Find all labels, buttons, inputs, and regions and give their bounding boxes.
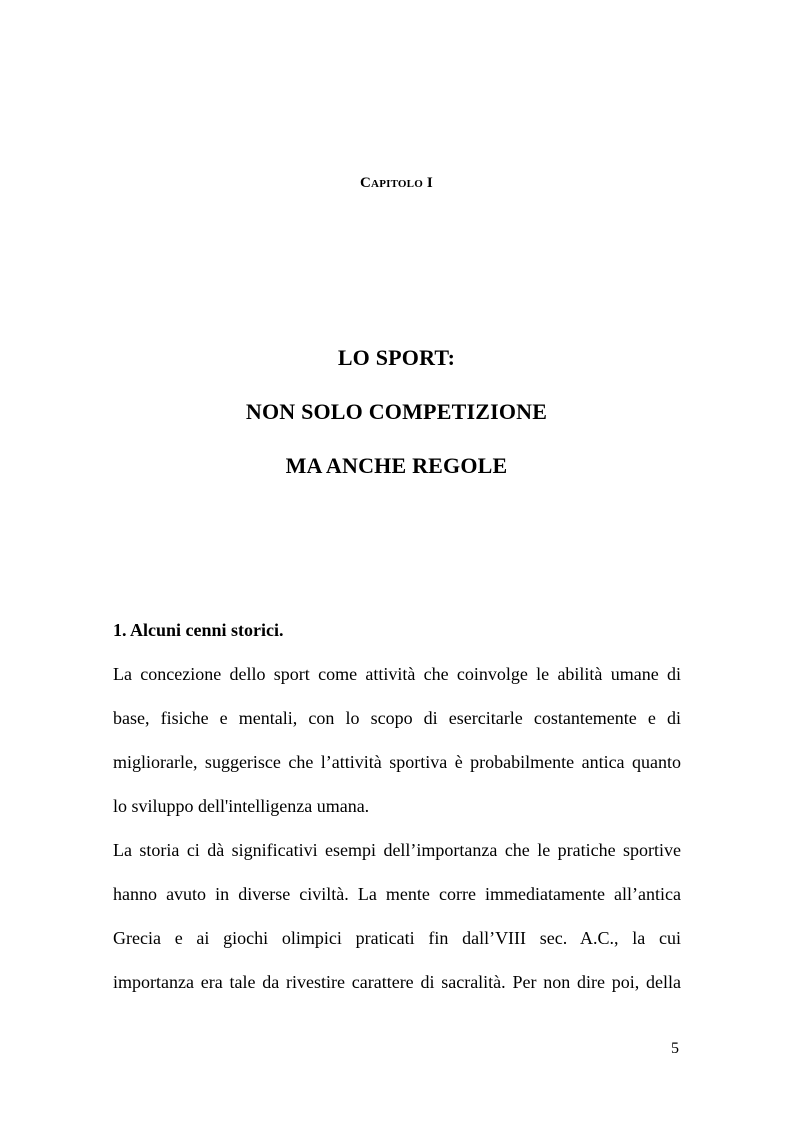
body-text-line: Grecia e ai giochi olimpici praticati fin dall’VIII sec. A.C., la cui	[113, 928, 681, 948]
body-text-line: La storia ci dà significativi esempi dell’importanza che le pratiche sportive	[113, 840, 681, 860]
chapter-title-line-3: MA ANCHE REGOLE	[285, 453, 508, 478]
chapter-title-line-1: LO SPORT:	[337, 345, 456, 370]
body-text-line: lo sviluppo dell'intelligenza umana.	[113, 796, 370, 816]
chapter-title-line-2: NON SOLO COMPETIZIONE	[245, 399, 548, 424]
body-text-line: La concezione dello sport come attività che coinvolge le abilità umane di	[113, 664, 681, 684]
body-text-line: importanza era tale da rivestire carattere di sacralità. Per non dire poi, della	[113, 972, 681, 992]
chapter-label: Capitolo I	[360, 175, 433, 191]
body-text-line: migliorarle, suggerisce che l’attività sportiva è probabilmente antica quanto	[113, 752, 681, 772]
body-text-line: hanno avuto in diverse civiltà. La mente corre immediatamente all’antica	[113, 884, 681, 904]
body-text-line: base, fisiche e mentali, con lo scopo di esercitarle costantemente e di	[113, 708, 681, 728]
page-number: 5	[671, 1040, 679, 1057]
section-heading: 1. Alcuni cenni storici.	[113, 620, 284, 640]
